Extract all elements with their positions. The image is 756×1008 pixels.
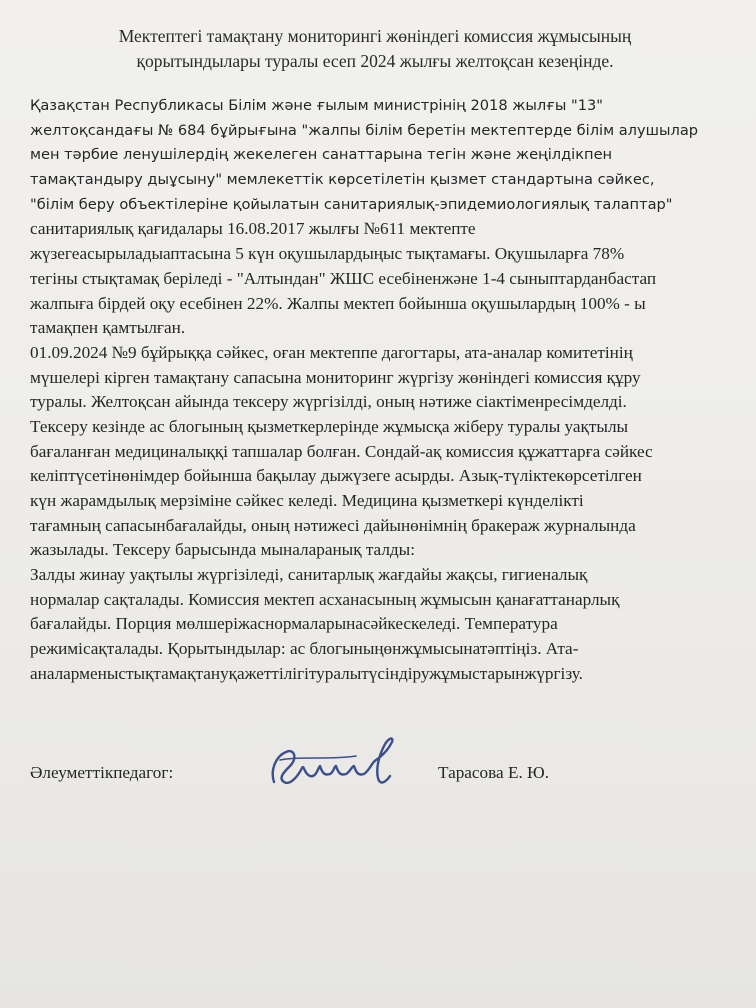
body-line: жазылады. Тексеру барысында мыналаранық талды:: [30, 540, 415, 560]
title-line: Мектептегі тамақтану мониторингі жөніндегі комиссия жұмысының: [118, 26, 632, 46]
body-line: мен тәрбие ленушілердің жекелеген санаттарына тегін және жеңілдікпен: [30, 146, 613, 164]
body-line: нормалар сақталады. Комиссия мектеп асханасының жұмысын қанағаттанарлық: [30, 589, 620, 609]
body-line: жүзегеасырыладыаптасына 5 күн оқушылардыңыс тықтамағы. Оқушыларға 78%: [30, 244, 625, 264]
body-line: тегіны стықтамақ беріледі - "Алтындан" ЖШС есебіненжәне 1-4 сыныптарданбастап: [30, 268, 657, 288]
body-line: Залды жинау уақтылы жүргізіледі, санитарлық жағдайы жақсы, гигиеналық: [30, 565, 588, 585]
body-line: санитариялық қағидалары 16.08.2017 жылғы №611 мектепте: [30, 219, 476, 239]
body-line: бағаланған медициналыққі тапшалар болған. Сондай-ақ комиссия құжаттарға сәйкес: [30, 441, 653, 461]
body-line: Қазақстан Республикасы Білім және ғылым министрінің 2018 жылғы "13": [30, 97, 604, 114]
signature-block: [30, 760, 730, 800]
body-line: аналарменыстықтамақтануқажеттілігітуралытүсіндіружұмыстарынжүргізу.: [30, 663, 583, 683]
title-line: қорытындылары туралы есеп 2024 жылғы желтоқсан кезеңінде.: [136, 51, 614, 71]
body-line: туралы. Желтоқсан айында тексеру жүргізілді, оның нәтиже сіактіменресімделді.: [30, 392, 627, 412]
document-title: [80, 24, 670, 74]
body-line: 01.09.2024 №9 бұйрыққа сәйкес, оған мектеппе дагогтары, ата-аналар комитетінің: [30, 342, 633, 362]
body-line: мүшелері кірген тамақтану сапасына мониторинг жүргізу жөніндегі комиссия құру: [30, 367, 641, 387]
signer-role: Әлеуметтікпедагог:: [30, 763, 174, 782]
body-line: "білім беру объектілеріне қойылатын санитариялық-эпидемиологиялық талаптар": [30, 195, 673, 213]
signer-name: Тарасова Е. Ю.: [438, 763, 550, 782]
document-body: [30, 94, 750, 687]
body-line: желтоқсандағы № 684 бұйрығына "жалпы білім беретін мектептерде білім алушылар: [30, 121, 699, 139]
body-line: жалпыға бірдей оқу есебінен 22%. Жалпы мектеп бойынша оқушылардың 100% - ы: [30, 293, 646, 313]
body-line: тамақпен қамтылған.: [30, 318, 186, 338]
body-line: режимісақталады. Қорытындылар: ас блогыныңөнжұмысынатәптіңіз. Ата-: [30, 639, 579, 659]
body-line: Тексеру кезінде ас блогының қызметкерлерінде жұмысқа жіберу туралы уақтылы: [30, 416, 629, 436]
body-line: тағамның сапасынбағалайды, оның нәтижесі дайынөнімнің бракераж журналында: [30, 515, 636, 535]
body-line: бағалайды. Порция мөлшеріжаснормаларынасәйкескеледі. Температура: [30, 614, 558, 634]
body-line: күн жарамдылық мерзіміне сәйкес келеді. Медицина қызметкері күнделікті: [30, 491, 584, 510]
handwritten-signature: [260, 726, 410, 796]
body-line: келіптүсетінөнімдер бойынша бақылау дыжүзеге асырды. Азық-түліктекөрсетілген: [30, 466, 642, 486]
body-line: тамақтандыру дыұсыну" мемлекеттік көрсетілетін қызмет стандартына сәйкес,: [30, 171, 655, 189]
